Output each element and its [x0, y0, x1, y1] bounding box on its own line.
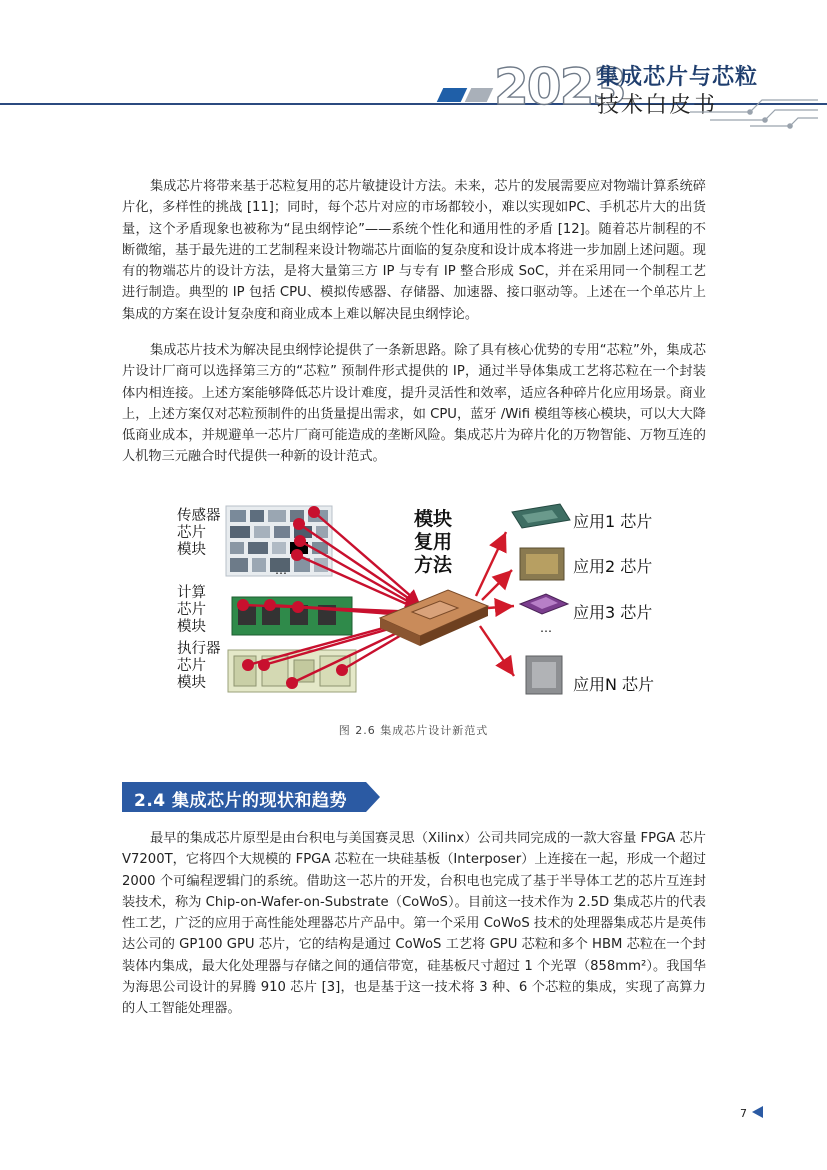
actuator-module-label: 执行器 芯片 模块: [177, 641, 221, 691]
sensor-ellipsis: …: [275, 563, 287, 577]
page-number: 7: [740, 1107, 747, 1120]
section-heading-text: 2.4 集成芯片的现状和趋势: [134, 791, 348, 811]
page-marker-triangle-icon: [751, 1105, 765, 1119]
appn-label: 应用N 芯片: [573, 675, 655, 694]
compute-module-board: [232, 597, 352, 635]
compute-module-label: 计算 芯片 模块: [177, 585, 206, 635]
figure-caption: 图 2.6 集成芯片设计新范式: [338, 724, 489, 737]
body-paragraph-2: 集成芯片技术为解决昆虫纲悖论提供了一条新思路。除了具有核心优势的专用“芯粒”外，集成芯片设计厂商可以选择第三方的“芯粒” 预制件形式提供的 IP，通过半导体集成工艺将芯粒在一个封装体内相连接。上述方案能够降低芯片设计难度，提升灵活性和效率，适应各种碎片化应用场景。商业上，上述方案仅对芯粒预制件的出货量提出需求，如 CPU，蓝牙 /Wifi 模组等核心模块，可以大大降低商业成本，并规避单一芯片厂商可能造成的垄断风险。集成芯片为碎片化的万物智能、万物互连的人机物三元融合时代提供一种新的设计范式。: [122, 343, 706, 465]
app1-label: 应用1 芯片: [573, 512, 653, 531]
app3-label: 应用3 芯片: [573, 603, 653, 622]
sensor-module-label: 传感器 芯片 模块: [177, 508, 221, 558]
appn-chip-image: [526, 656, 562, 694]
section-heading: [122, 782, 380, 812]
app3-chip-image: [520, 594, 568, 614]
header-title-line1: 集成芯片与芯粒: [597, 65, 759, 90]
module-reuse-method-label: 模块 复用 方法: [414, 508, 453, 576]
header-title-line2: 技术白皮书: [597, 93, 718, 118]
app2-chip-image: [520, 548, 564, 580]
body-paragraph-1: 集成芯片将带来基于芯粒复用的芯片敏捷设计方法。未来，芯片的发展需要应对物端计算系统碎片化，多样性的挑战 [11]；同时，每个芯片对应的市场都较小，难以实现如PC、手机芯片大的出货量，这个矛盾现象也被称为“昆虫纲悖论”——系统个性化和通用性的矛盾 [12]。随着芯片制程的不断微缩，基于最先进的工艺制程来设计物端芯片面临的复杂度和设计成本将进一步加剧上述问题。现有的物端芯片的设计方法，是将大量第三方 IP 与专有 IP 整合形成 SoC，并在采用同一个制程工艺进行制造。典型的 IP 包括 CPU、模拟传感器、存储器、加速器、接口驱动等。上述在一个单芯片上集成的方案在设计复杂度和商业成本上难以解决昆虫纲悖论。: [122, 179, 706, 322]
header-year: 2023: [494, 58, 626, 116]
app1-chip-image: [512, 504, 570, 528]
body-paragraph-3: 最早的集成芯片原型是由台积电与美国赛灵思（Xilinx）公司共同完成的一款大容量 FPGA 芯片 V7200T，它将四个大规模的 FPGA 芯粒在一块硅基板（Interposer）上连接在一起，形成一个超过 2000 个可编程逻辑门的系统。借助这一芯片的开发，台积电也完成了基于半导体工艺的芯片互连封装技术，称为 Chip-on-Wafer-on-Substrate（CoWoS）。目前这一技术作为 2.5D 集成芯片的代表性工艺，广泛的应用于高性能处理器芯片产品中。第一个采用 CoWoS 技术的处理器集成芯片是英伟达公司的 GP100 GPU 芯片，它的结构是通过 CoWoS 工艺将 GPU 芯粒和多个 HBM 芯粒在一个封装体内集成，最大化处理器与存储之间的通信带宽，硅基板尺寸超过 1 个光罩（858mm²）。我国华为海思公司设计的昇腾 910 芯片 [3]，也是基于这一技术将 3 种、6 个芯粒的集成，实现了高算力的人工智能处理器。: [122, 831, 706, 1017]
app-ellipsis: …: [540, 621, 552, 635]
app2-label: 应用2 芯片: [573, 557, 653, 576]
